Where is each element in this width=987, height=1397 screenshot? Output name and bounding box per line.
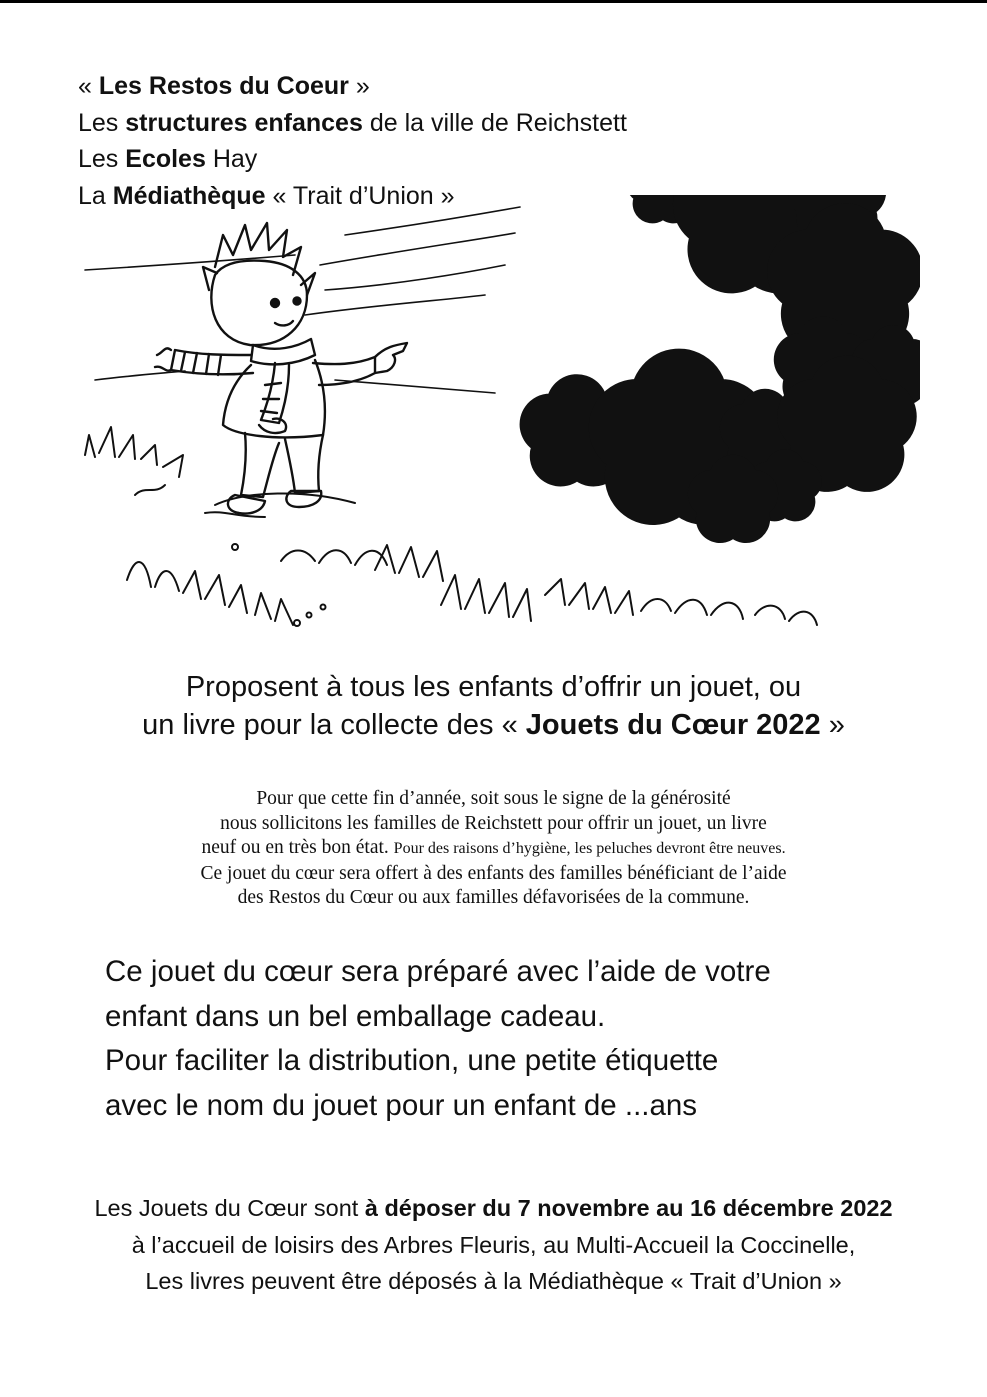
organizers-list xyxy=(78,68,627,214)
star-icon xyxy=(637,397,721,477)
drop-off-info xyxy=(30,1190,957,1300)
appeal-line-1: Pour que cette fin d’année, soit sous le signe de la générosité xyxy=(256,788,731,809)
star-icon xyxy=(815,393,880,455)
gift-line-1: Ce jouet du cœur sera préparé avec l’aide de votre xyxy=(105,955,771,988)
gift-line-4: avec le nom du jouet pour un enfant de ...ans xyxy=(105,1088,698,1122)
child-pointing-stars-illustration xyxy=(75,195,920,660)
book-drop-off: Les livres peuvent être déposés à la Médiathèque « Trait d’Union » xyxy=(145,1268,842,1294)
appeal-line-4: Ce jouet du cœur sera offert à des enfants des familles bénéficiant de l’aide xyxy=(200,862,787,884)
gift-line-2: enfant dans un bel emballage cadeau. xyxy=(105,999,606,1033)
wind-lines xyxy=(85,207,520,393)
appeal-line-5: des Restos du Cœur ou aux familles défavorisées de la commune. xyxy=(237,887,750,908)
main-headline xyxy=(40,668,947,744)
gift-line-3: Pour faciliter la distribution, une petite étiquette xyxy=(105,1044,719,1077)
star-icon xyxy=(809,245,881,314)
organizer-restos: « Les Restos du Coeur » xyxy=(78,72,370,100)
star-icon xyxy=(712,479,754,519)
hygiene-note: Pour des raisons d’hygiène, les peluches devront être neuves. xyxy=(393,840,786,857)
appeal-line-2: nous sollicitons les familles de Reichstett pour offrir un jouet, un livre xyxy=(220,812,767,834)
headline-line-1: Proposent à tous les enfants d’offrir un jouet, ou xyxy=(185,671,802,703)
drop-off-dates: Les Jouets du Cœur sont à déposer du 7 novembre au 16 décembre 2022 xyxy=(94,1195,893,1221)
headline-line-2: un livre pour la collecte des « Jouets du Cœur 2022 » xyxy=(142,709,845,741)
organizer-structures-enfances: Les structures enfances de la ville de Reichstett xyxy=(78,108,627,137)
drop-off-locations: à l’accueil de loisirs des Arbres Fleuris, au Multi-Accueil la Coccinelle, xyxy=(131,1231,856,1258)
organizer-ecoles: Les Ecoles Hay xyxy=(78,145,258,173)
appeal-line-3: neuf ou en très bon état. Pour des raisons d’hygiène, les peluches devront être neuves. xyxy=(201,837,786,858)
top-border xyxy=(0,0,987,3)
gift-wrapping-paragraph xyxy=(105,950,945,1128)
appeal-paragraph xyxy=(40,787,947,911)
star-icon-group xyxy=(550,195,912,519)
child-figure xyxy=(155,223,407,514)
organizer-mediatheque: La Médiathèque « Trait d’Union » xyxy=(78,181,455,210)
